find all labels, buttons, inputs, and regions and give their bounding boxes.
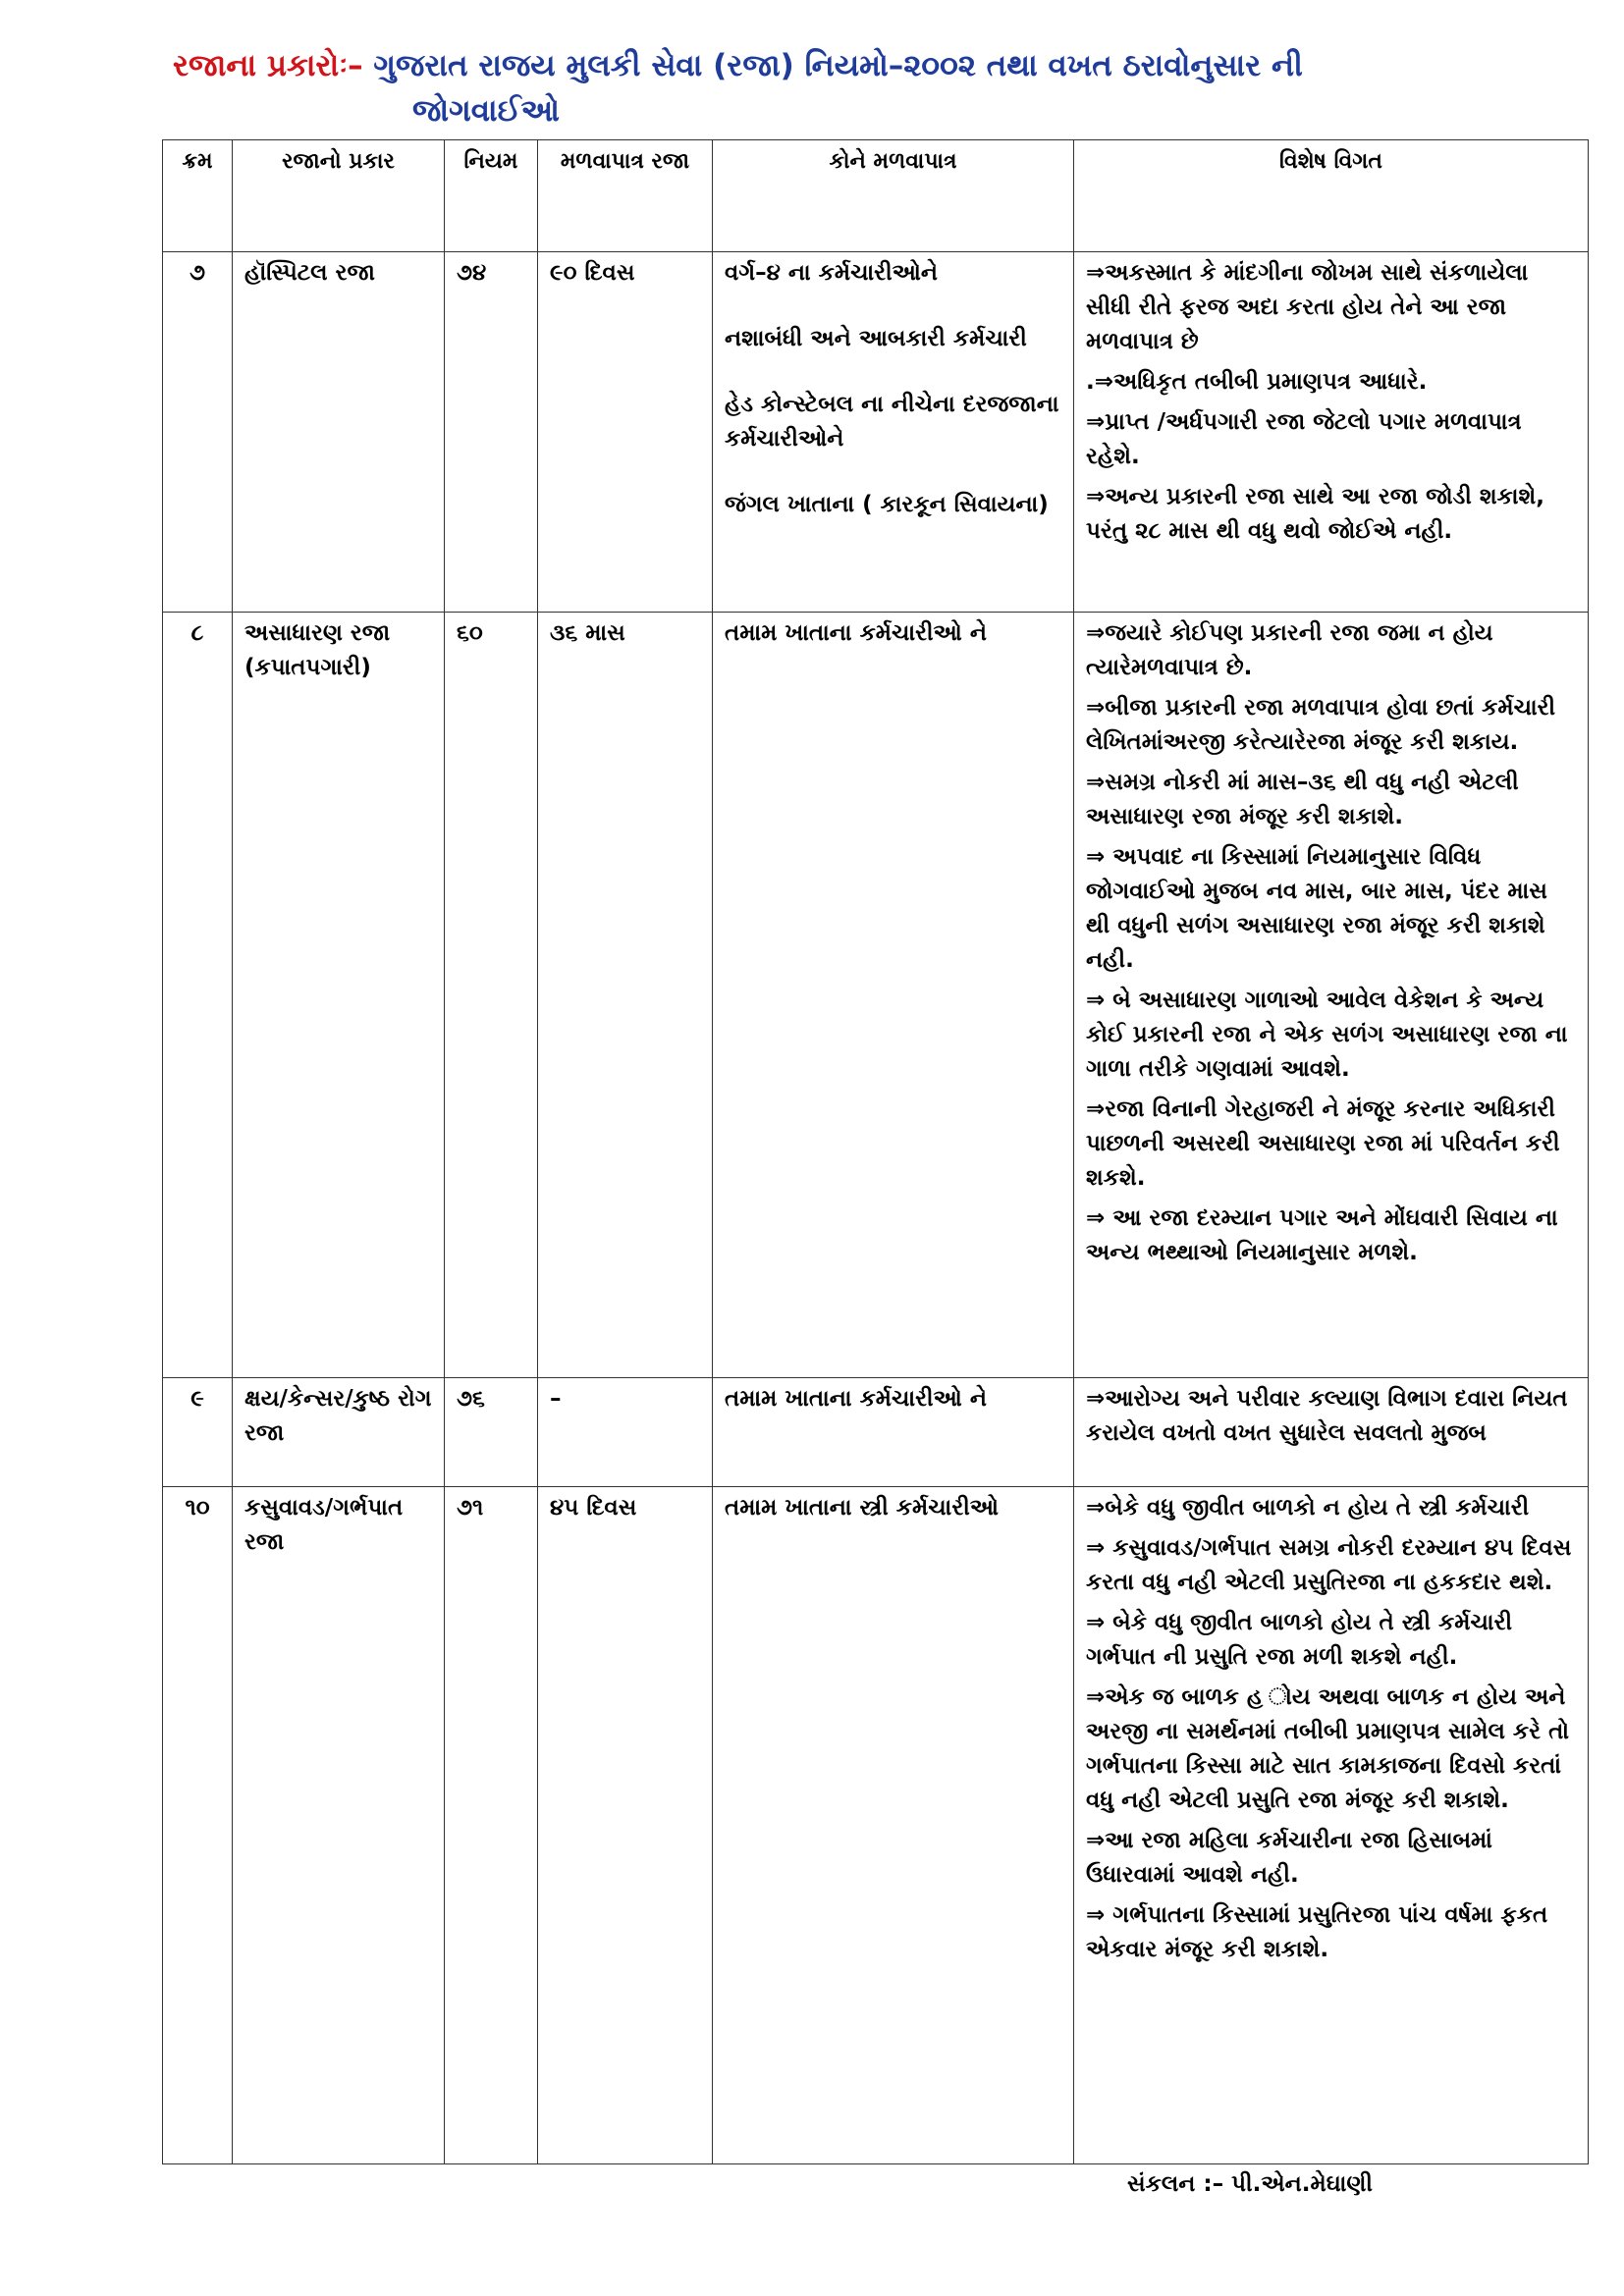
detail-item: .⇒અધિકૃત તબીબી પ્રમાણપત્ર આધારે. (1086, 369, 1428, 395)
table-row (163, 252, 1589, 613)
col-header-type: રજાનો પ્રકાર (233, 140, 445, 252)
detail-item: ⇒રજા વિનાની ગેરહાજરી ને મંજૂર કરનાર અધિકારી પાછળની અસરથી અસાધારણ રજા માં પરિવર્તન કરી શકશે. (1086, 1096, 1560, 1191)
row-entitlement: ૯૦ દિવસ (538, 252, 713, 613)
row-eligible (713, 613, 1074, 1378)
title-rest: ગુજરાત રાજય મુલકી સેવા (રજા) નિયમો–૨૦૦૨ તથા વખત ઠરાવોનુસાર ની (362, 48, 1303, 83)
detail-item: ⇒પ્રાપ્ત /અર્ધપગારી રજા જેટલો પગાર મળવાપાત્ર રહેશે. (1086, 409, 1522, 469)
document-title (173, 43, 1567, 133)
row-entitlement: – (538, 1378, 713, 1487)
row-rule: ૭૧ (445, 1487, 538, 2164)
eligible-item: હેડ કોન્સ્ટેબલ ના નીચેના દરજજાના કર્મચારીઓને (725, 392, 1059, 452)
detail-item: ⇒ ગર્ભપાતના કિસ્સામાં પ્રસુતિરજા પાંચ વર્ષમા ફકત એકવાર મંજૂર કરી શકાશે. (1086, 1902, 1548, 1962)
eligible-item: તમામ ખાતાના સ્ત્રી કર્મચારીઓ (725, 1495, 1000, 1521)
row-no: ૯ (163, 1378, 233, 1487)
col-header-rule: નિયમ (445, 140, 538, 252)
title-lead: રજાના પ્રકારોઃ– (173, 48, 363, 83)
row-eligible (713, 252, 1074, 613)
detail-item: ⇒એક જ બાળક હ ોય અથવા બાળક ન હોય અને અરજી ના સમર્થનમાં તબીબી પ્રમાણપત્ર સામેલ કરે તો ગર્ભપાતના કિસ્સા માટે સાત કામકાજના દિવસો કરતાં વધુ નહી એટલી પ્રસુતિ રજા મંજૂર કરી શકાશે. (1086, 1684, 1570, 1813)
row-type: અસાધારણ રજા (કપાતપગારી) (233, 613, 445, 1378)
eligible-item: તમામ ખાતાના કર્મચારીઓ ને (725, 620, 987, 646)
detail-item: ⇒અન્ય પ્રકારની રજા સાથે આ રજા જોડી શકાશે, પરંતુ ૨૮ માસ થી વધુ થવો જોઈએ નહી. (1086, 484, 1544, 544)
table-header-row (163, 140, 1589, 252)
row-type: કસુવાવડ/ગર્ભપાત રજા (233, 1487, 445, 2164)
leave-types-table (162, 139, 1589, 2164)
table-row (163, 613, 1589, 1378)
detail-item: ⇒ બે અસાધારણ ગાળાઓ આવેલ વેકેશન કે અન્ય કોઈ પ્રકારની રજા ને એક સળંગ અસાધારણ રજા ના ગાળા તરીકે ગણવામાં આવશે. (1086, 988, 1568, 1082)
col-header-details: વિશેષ વિગત (1074, 140, 1589, 252)
col-header-entitlement: મળવાપાત્ર રજા (538, 140, 713, 252)
eligible-item: વર્ગ–૪ ના કર્મચારીઓને (725, 260, 939, 286)
eligible-item: જંગલ ખાતાના ( કારકૂન સિવાયના) (725, 492, 1049, 517)
detail-item: ⇒અકસ્માત કે માંદગીના જોખમ સાથે સંકળાયેલા સીધી રીતે ફરજ અદા કરતા હોય તેને આ રજા મળવાપાત્ર છે (1086, 260, 1529, 354)
title-line2: જોગવાઈઓ (412, 93, 560, 129)
row-entitlement: ૪૫ દિવસ (538, 1487, 713, 2164)
detail-item: ⇒બીજા પ્રકારની રજા મળવાપાત્ર હોવા છતાં કર્મચારી લેખિતમાંઅરજી કરેત્યારેરજા મંજૂર કરી શકાય. (1086, 695, 1556, 755)
detail-item: ⇒આરોગ્ય અને પરીવાર કલ્યાણ વિભાગ દવારા નિયત કરાયેલ વખતો વખત સુધારેલ સવલતો મુજબ (1086, 1386, 1568, 1446)
row-no: ૧૦ (163, 1487, 233, 2164)
row-type: ક્ષય/કેન્સર/કુષ્ઠ રોગ રજા (233, 1378, 445, 1487)
row-details (1074, 252, 1589, 613)
detail-item: ⇒જયારે કોઈપણ પ્રકારની રજા જમા ન હોય ત્યારેમળવાપાત્ર છે. (1086, 620, 1493, 680)
row-type: હૉસ્પિટલ રજા (233, 252, 445, 613)
detail-item: ⇒ આ રજા દરમ્યાન પગાર અને મોંઘવારી સિવાય ના અન્ય ભથ્થાઓ નિયમાનુસાર મળશે. (1086, 1205, 1558, 1265)
row-details (1074, 613, 1589, 1378)
detail-item: ⇒ અપવાદ ના કિસ્સામાં નિયમાનુસાર વિવિધ જોગવાઈઓ મુજબ નવ માસ, બાર માસ, પંદર માસ થી વધુની સળંગ અસાધારણ રજા મંજૂર કરી શકાશે નહી. (1086, 844, 1547, 973)
detail-item: ⇒ બેકે વધુ જીવીત બાળકો હોય તે સ્ત્રી કર્મચારી ગર્ભપાત ની પ્રસુતિ રજા મળી શકશે નહી. (1086, 1610, 1513, 1670)
compiled-by: સંકલન :– પી.એન.મેઘાણી (1127, 2171, 1374, 2197)
eligible-item: નશાબંધી અને આબકારી કર્મચારી (725, 326, 1027, 351)
row-details (1074, 1378, 1589, 1487)
row-rule: ૭૬ (445, 1378, 538, 1487)
row-rule: ૬૦ (445, 613, 538, 1378)
col-header-no: ક્રમ (163, 140, 233, 252)
col-header-eligible: કોને મળવાપાત્ર (713, 140, 1074, 252)
eligible-item: તમામ ખાતાના કર્મચારીઓ ને (725, 1386, 987, 1412)
detail-item: ⇒ કસુવાવડ/ગર્ભપાત સમગ્ર નોકરી દરમ્યાન ૪૫ દિવસ કરતા વધુ નહી એટલી પ્રસુતિરજા ના હકકદાર થશે. (1086, 1535, 1572, 1595)
row-entitlement: ૩૬ માસ (538, 613, 713, 1378)
detail-item: ⇒આ રજા મહિલા કર્મચારીના રજા હિસાબમાં ઉધારવામાં આવશે નહી. (1086, 1828, 1492, 1888)
row-eligible (713, 1487, 1074, 2164)
row-no: ૭ (163, 252, 233, 613)
row-details (1074, 1487, 1589, 2164)
detail-item: ⇒બેકે વધુ જીવીત બાળકો ન હોય તે સ્ત્રી કર્મચારી (1086, 1495, 1530, 1521)
detail-item: ⇒સમગ્ર નોકરી માં માસ–૩૬ થી વધુ નહી એટલી અસાધારણ રજા મંજૂર કરી શકાશે. (1086, 770, 1519, 829)
row-no: ૮ (163, 613, 233, 1378)
row-eligible (713, 1378, 1074, 1487)
table-row (163, 1378, 1589, 1487)
row-rule: ૭૪ (445, 252, 538, 613)
table-row (163, 1487, 1589, 2164)
